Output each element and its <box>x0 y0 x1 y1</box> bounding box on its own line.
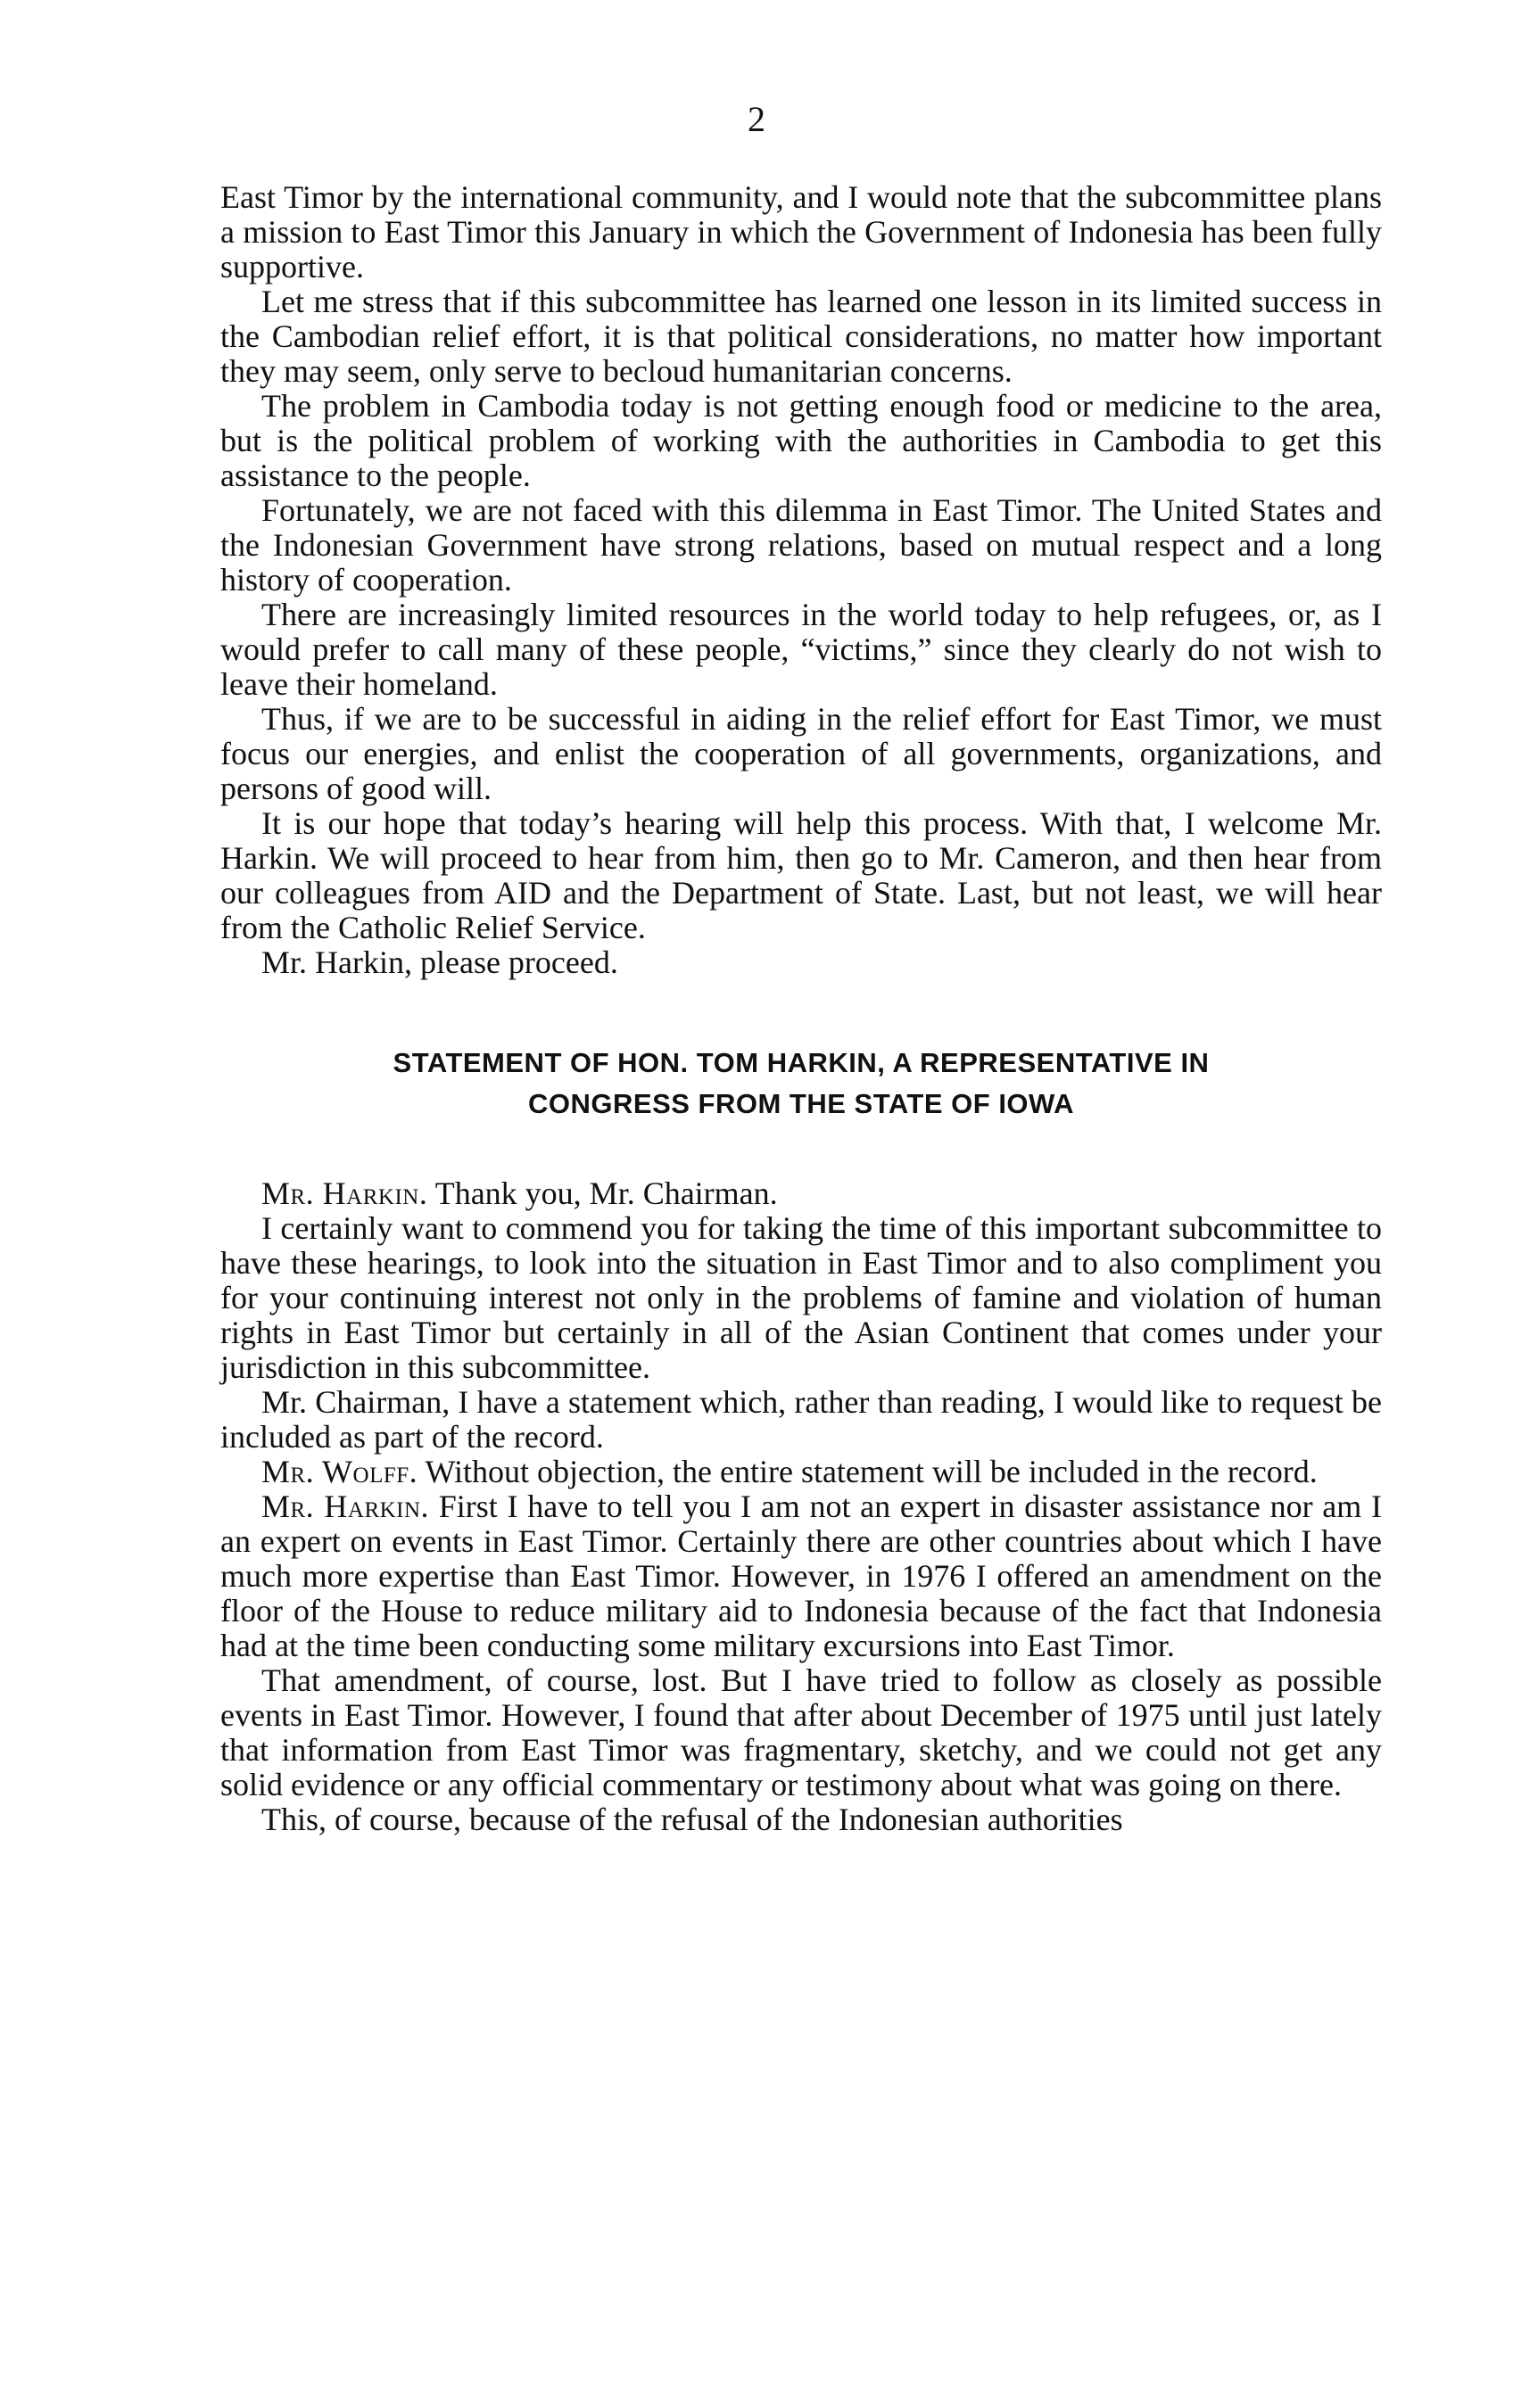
paragraph: That amendment, of course, lost. But I have tried to follow as closely as possible events in East Timor. However, I found that after about December of 1975 until just lately that information from East Timor was fragmentary, sketchy, and we could not get any solid evidence or any official commentary or testimony about what was going on there. <box>220 1662 1382 1802</box>
paragraph: This, of course, because of the refusal of the Indonesian authorities <box>261 1802 1123 1837</box>
paragraph: There are increasingly limited resources in the world today to help refugees, or, as I would prefer to call many of these people, “victims,” since they clearly do not wish to leave their homeland. <box>220 597 1382 702</box>
speech-text: First I have to tell you I am not an expert in disaster assistance nor am I an expert on events in East Timor. Certainly there are other countries about which I have much more expertise than East Timor. However, in 1976 I offered an amendment on the floor of the House to reduce military aid to Indonesia because of the fact that Indonesia had at the time been conducting some military excursions into East Timor. <box>220 1489 1382 1663</box>
paragraph: Mr. Harkin, please proceed. <box>261 944 618 980</box>
paragraph <box>220 1176 1382 1211</box>
paragraph: Let me stress that if this subcommittee has learned one lesson in its limited success in the Cambodian relief effort, it is that political considerations, no matter how important they may seem, only serve to becloud humanitarian concerns. <box>220 284 1382 389</box>
speech-text: Without objection, the entire statement will be included in the record. <box>418 1454 1318 1489</box>
text-column <box>220 180 1382 1837</box>
paragraph <box>220 1455 1382 1489</box>
page-number: 2 <box>748 99 765 139</box>
section-heading-line-2: CONGRESS FROM THE STATE OF IOWA <box>528 1088 1074 1119</box>
section-heading <box>220 1043 1382 1125</box>
paragraph: I certainly want to commend you for taking the time of this important subcommittee to have these hearings, to look into the situation in East Timor and to also compliment you for your continuing interest not only in the problems of famine and violation of human rights in East Timor but certainly in all of the Asian Continent that comes under your jurisdiction in this subcommittee. <box>220 1210 1382 1385</box>
paragraph: It is our hope that today’s hearing will help this process. With that, I welcome Mr. Harkin. We will proceed to hear from him, then go to Mr. Cameron, and then hear from our colleagues from AID and the Department of State. Last, but not least, we will hear from the Catholic Relief Service. <box>220 805 1382 945</box>
section-heading-line-1: STATEMENT OF HON. TOM HARKIN, A REPRESENTATIVE IN <box>393 1047 1210 1078</box>
paragraph: Mr. Chairman, I have a statement which, rather than reading, I would like to request be included as part of the record. <box>220 1384 1382 1455</box>
paragraph: Thus, if we are to be successful in aiding in the relief effort for East Timor, we must focus our energies, and enlist the cooperation of all governments, organizations, and persons of good will. <box>220 701 1382 806</box>
speech-text: Thank you, Mr. Chairman. <box>427 1175 778 1211</box>
speaker-name: Mr. Wolff. <box>261 1454 418 1489</box>
paragraph: Fortunately, we are not faced with this dilemma in East Timor. The United States and the Indonesian Government have strong relations, based on mutual respect and a long history of cooperation. <box>220 492 1382 598</box>
paragraph: The problem in Cambodia today is not getting enough food or medicine to the area, but is the political problem of working with the authorities in Cambodia to get this assistance to the people. <box>220 388 1382 493</box>
paragraph: East Timor by the international community, and I would note that the subcommittee plans a mission to East Timor this January in which the Government of Indonesia has been fully supportive. <box>220 179 1382 285</box>
paragraph <box>220 1489 1382 1663</box>
speaker-name: Mr. Harkin. <box>261 1175 428 1211</box>
speaker-name: Mr. Harkin. <box>261 1489 430 1524</box>
